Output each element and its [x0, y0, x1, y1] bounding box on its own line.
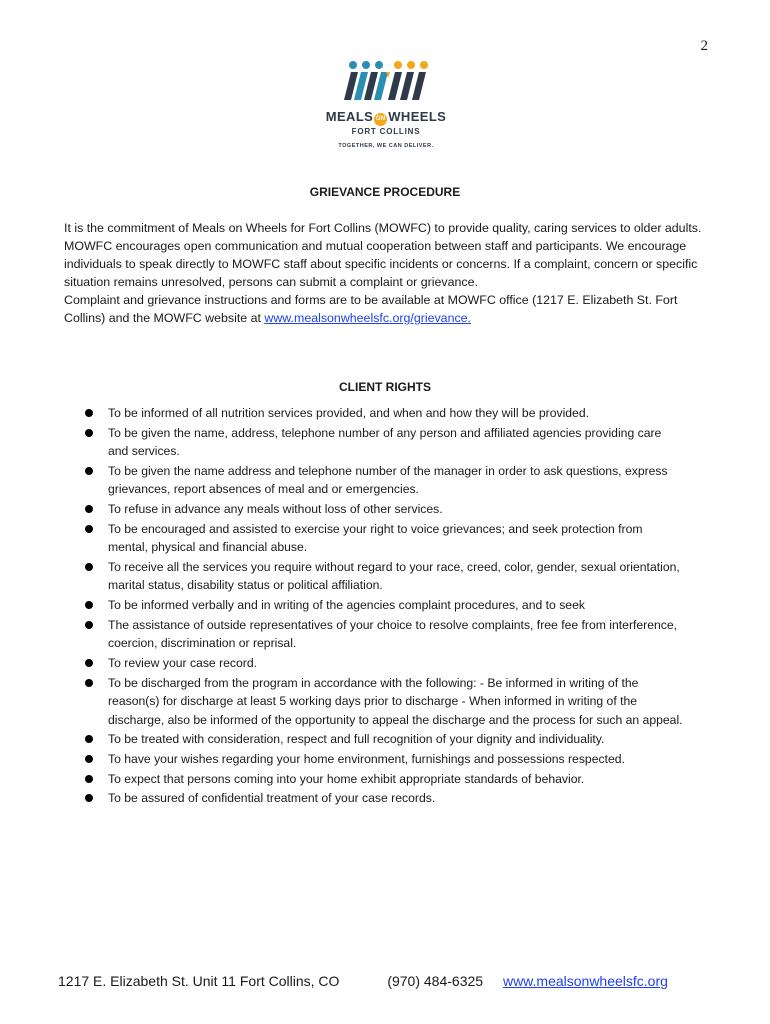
list-item: To review your case record.: [84, 654, 684, 673]
list-item: To expect that persons coming into your home exhibit appropriate standards of behavior.: [84, 770, 684, 789]
list-item: To be given the name address and telephone number of the manager in order to ask questions, express grievances, report absences of meal and or emergencies.: [84, 462, 684, 499]
meals-on-wheels-logo: [316, 60, 456, 154]
client-rights-title: CLIENT RIGHTS: [339, 380, 431, 394]
list-item: To have your wishes regarding your home environment, furnishings and possessions respected.: [84, 750, 684, 769]
list-item: To be given the name, address, telephone number of any person and affiliated agencies providing care and services.: [84, 424, 684, 461]
logo-wordmark: MEALS ON WHEELS: [325, 109, 447, 124]
client-rights-list: [84, 404, 684, 809]
list-item: To be encouraged and assisted to exercise your right to voice grievances; and seek protection from mental, physical and financial abuse.: [84, 520, 684, 557]
grievance-paragraph-1: It is the commitment of Meals on Wheels for Fort Collins (MOWFC) to provide quality, caring services to older adults. MOWFC encourages open communication and mutual cooperation between staff and participants. We encourage individuals to speak directly to MOWFC staff about specific incidents or concerns. If a complaint, concern or specific situation remains unresolved, persons can submit a complaint or grievance.: [64, 221, 702, 289]
list-item: To be assured of confidential treatment of your case records.: [84, 789, 684, 808]
logo-figures-icon: [316, 60, 456, 106]
grievance-text: [64, 219, 716, 327]
list-item: To be treated with consideration, respect and full recognition of your dignity and individuality.: [84, 730, 684, 749]
page-number: 2: [700, 38, 708, 54]
grievance-link[interactable]: www.mealsonwheelsfc.org/grievance.: [264, 311, 471, 325]
footer-address: 1217 E. Elizabeth St. Unit 11 Fort Collins, CO: [58, 973, 340, 989]
page-footer: [58, 973, 668, 989]
list-item: To refuse in advance any meals without loss of other services.: [84, 500, 684, 519]
footer-website-link[interactable]: www.mealsonwheelsfc.org: [502, 973, 668, 989]
list-item: To be informed of all nutrition services provided, and when and how they will be provided.: [84, 404, 684, 423]
list-item: To be discharged from the program in accordance with the following: - Be informed in writing of the reason(s) for discharge at least 5 working days prior to discharge - When informed in writing of the discharge, also be informed of the opportunity to appeal the discharge and the process for such an appeal.: [84, 674, 684, 730]
logo-tagline: TOGETHER, WE CAN DELIVER.: [338, 143, 434, 149]
grievance-title: GRIEVANCE PROCEDURE: [309, 185, 461, 199]
list-item: To be informed verbally and in writing of the agencies complaint procedures, and to seek: [84, 596, 684, 615]
grievance-paragraph-2: Complaint and grievance instructions and forms are to be available at MOWFC office (1217 E. Elizabeth St. Fort Collins) and the MOWFC website at www.mealsonwheelsfc.org/grievance.: [64, 293, 678, 325]
list-item: To receive all the services you require without regard to your race, creed, color, gender, sexual orientation, marital status, disability status or political affiliation.: [84, 558, 684, 595]
footer-phone: (970) 484-6325: [387, 973, 484, 989]
logo-location: FORT COLLINS: [351, 127, 421, 136]
list-item: The assistance of outside representatives of your choice to resolve complaints, free fee from interference, coercion, discrimination or reprisal.: [84, 616, 684, 653]
